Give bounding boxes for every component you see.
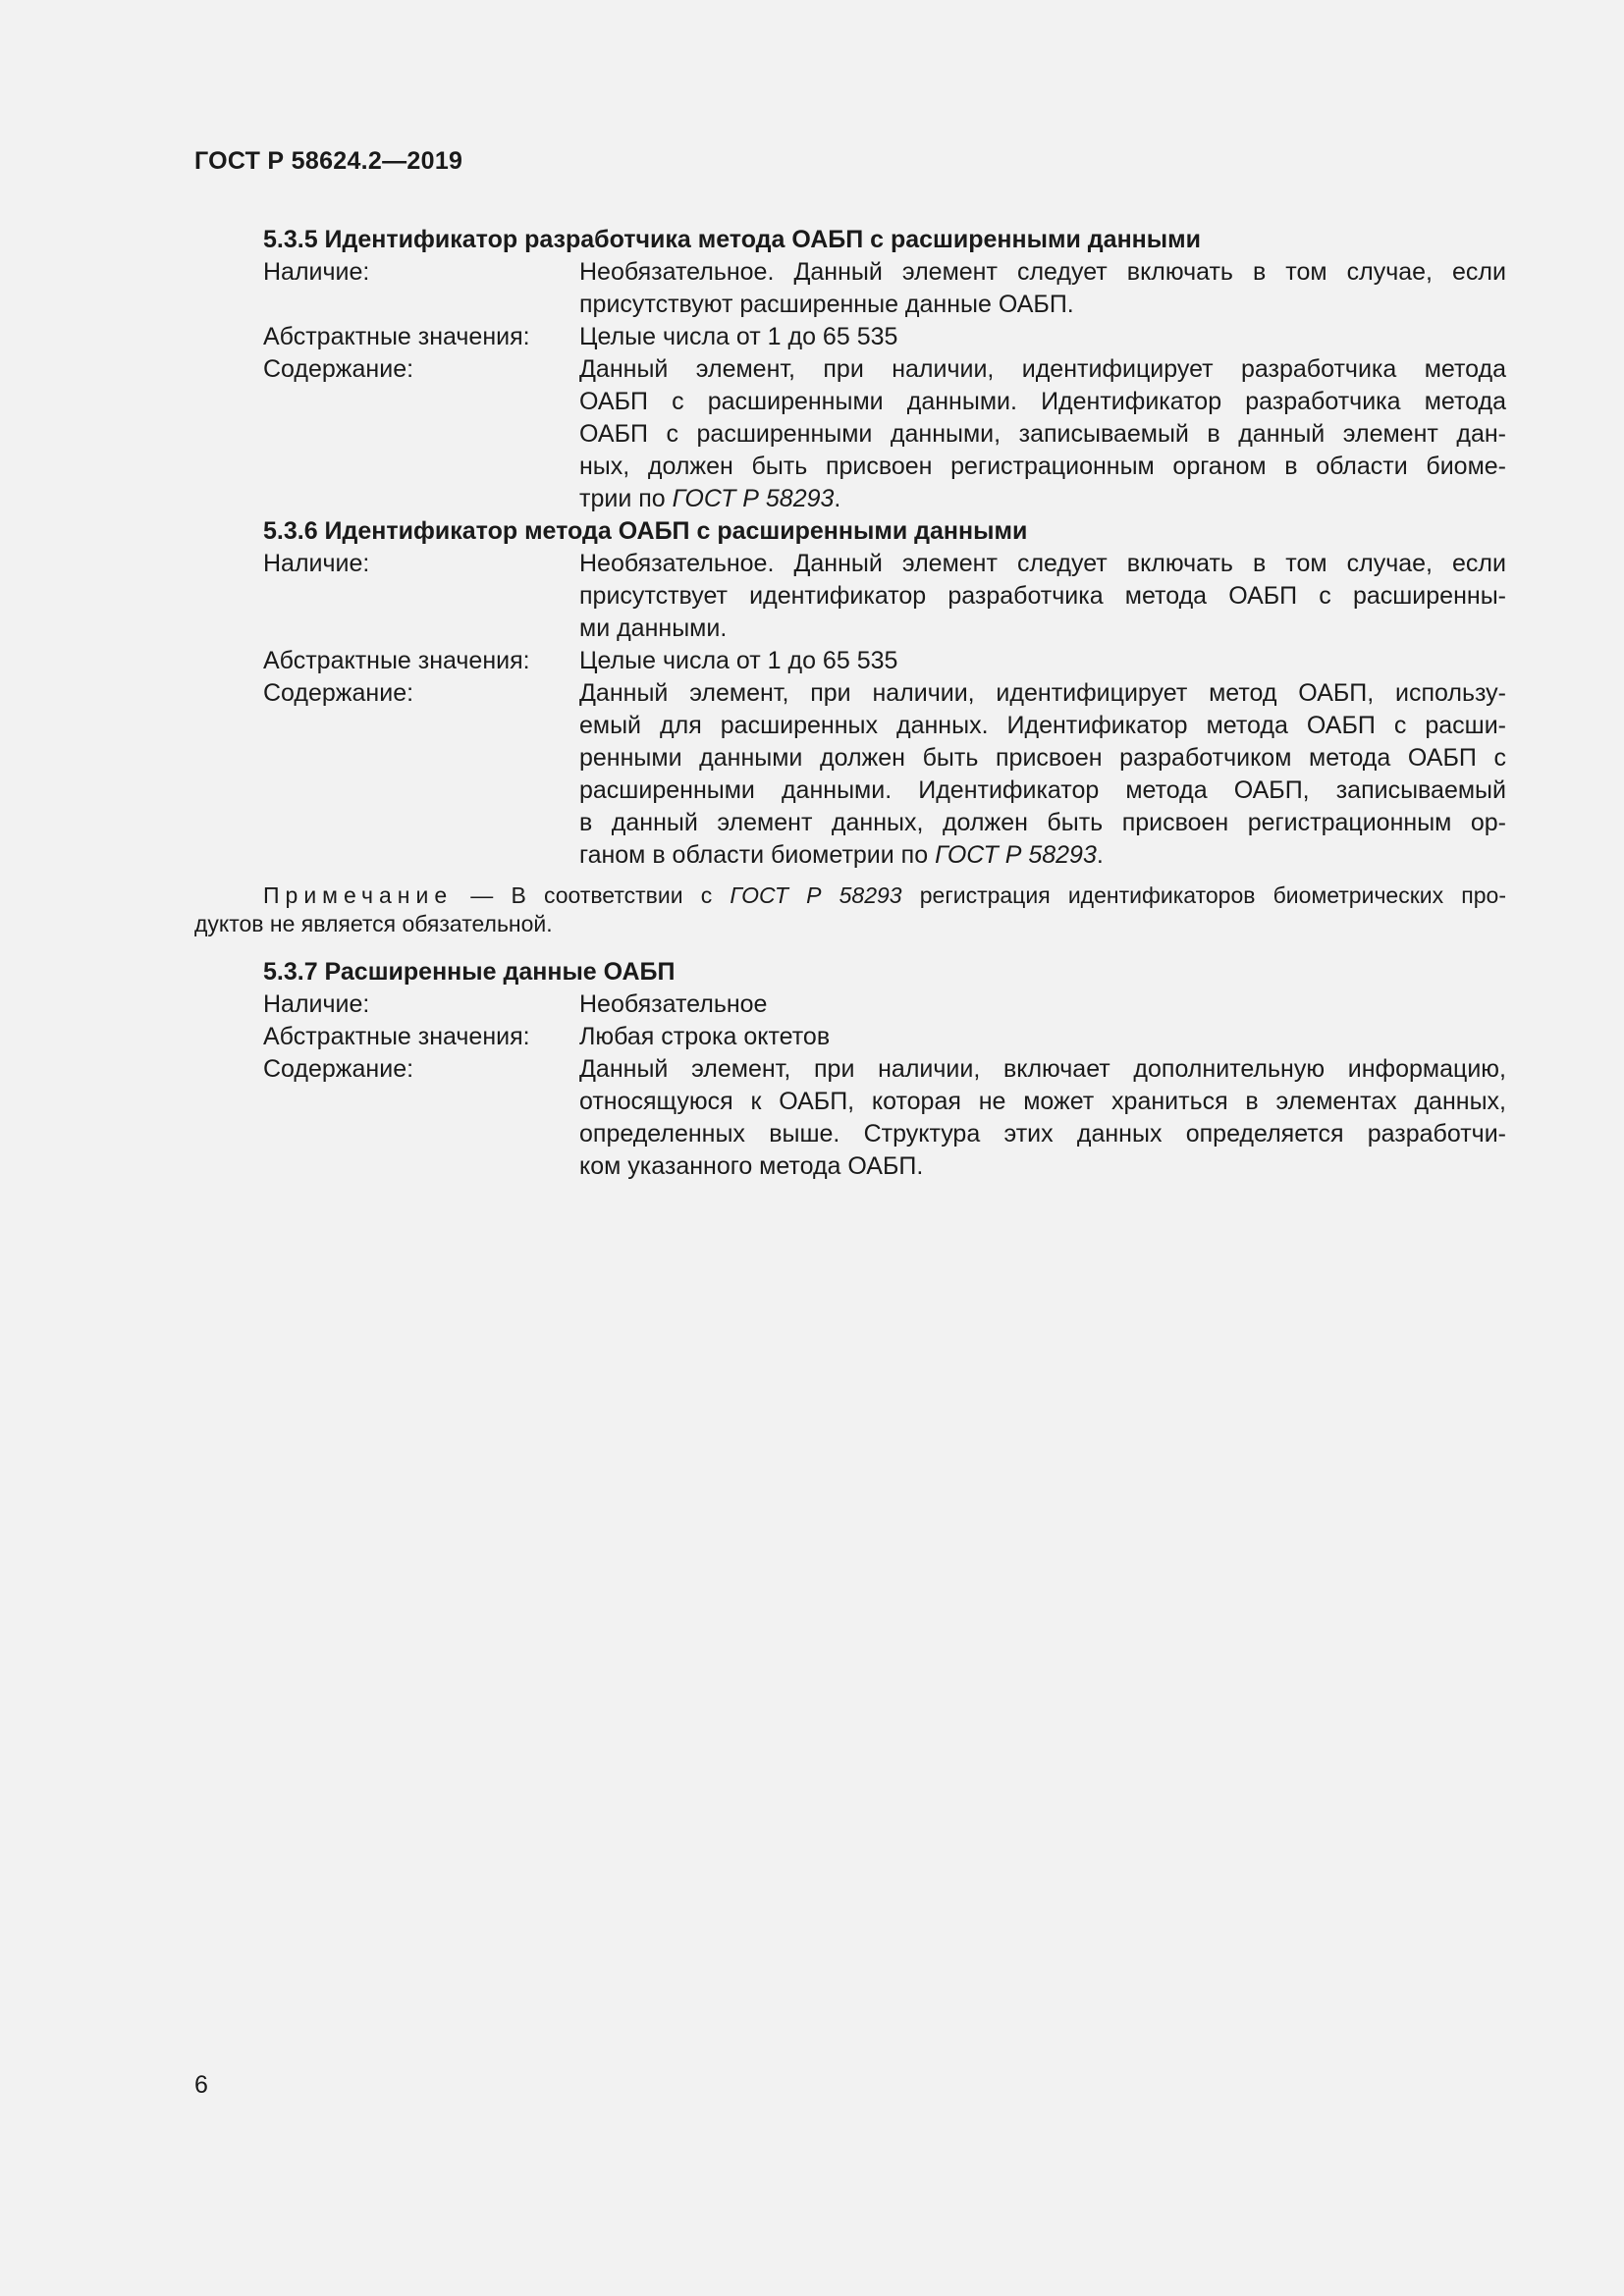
section-title: 5.3.5 Идентификатор разработчика метода ОАБП с расширенными данными	[263, 226, 1201, 253]
content-value	[579, 353, 1506, 515]
text-line: ных, должен быть присвоен регистрационным органом в области биоме-	[579, 453, 1506, 480]
content-label: Содержание:	[263, 1055, 414, 1083]
text-fragment: ком указанного метода ОАБП.	[579, 1152, 924, 1180]
text-line	[579, 839, 1506, 872]
section-5-3-5	[263, 224, 1506, 515]
note-line	[194, 881, 1506, 910]
document-body	[194, 224, 1506, 1183]
abstract-values-row	[263, 1021, 1506, 1053]
presence-label: Наличие:	[263, 258, 370, 286]
text-line: Данный элемент, при наличии, включает дополнительную информацию,	[579, 1055, 1506, 1083]
standard-reference: ГОСТ Р 58293	[935, 841, 1097, 869]
presence-value	[579, 988, 1506, 1021]
section-5-3-6	[263, 515, 1506, 872]
text-line: Данный элемент, при наличии, идентифицирует разработчика метода	[579, 355, 1506, 383]
text-line: Необязательное. Данный элемент следует включать в том случае, если	[579, 258, 1506, 286]
text-line: в данный элемент данных, должен быть присвоен регистрационным ор-	[579, 809, 1506, 836]
text-fragment: регистрация идентификаторов биометрических про-	[901, 882, 1506, 908]
abstract-values-label: Абстрактные значения:	[263, 323, 530, 350]
text-line: присутствуют расширенные данные ОАБП.	[579, 291, 1074, 318]
presence-row	[263, 548, 1506, 645]
text-fragment: ганом в области биометрии по	[579, 841, 936, 869]
abstract-values-value	[579, 645, 1506, 677]
text-line	[579, 1150, 1506, 1183]
content-row	[263, 353, 1506, 515]
text-fragment: — В соответствии с	[453, 882, 731, 908]
text-line: Необязательное	[579, 990, 768, 1018]
text-fragment: .	[834, 485, 841, 512]
content-row	[263, 1053, 1506, 1183]
document-header: ГОСТ Р 58624.2—2019	[194, 147, 463, 175]
abstract-values-row	[263, 645, 1506, 677]
note-line: дуктов не является обязательной.	[194, 911, 553, 936]
text-line: ренными данными должен быть присвоен разработчиком метода ОАБП с	[579, 744, 1506, 772]
presence-row	[263, 988, 1506, 1021]
abstract-values-label: Абстрактные значения:	[263, 1023, 530, 1050]
presence-label: Наличие:	[263, 990, 370, 1018]
text-line: Данный элемент, при наличии, идентифицирует метод ОАБП, использу-	[579, 679, 1506, 707]
text-line: ОАБП с расширенными данными. Идентификатор разработчика метода	[579, 388, 1506, 415]
text-line: расширенными данными. Идентификатор метода ОАБП, записываемый	[579, 776, 1506, 804]
presence-value	[579, 548, 1506, 645]
note-label: Примечание	[263, 882, 454, 908]
text-line: ОАБП с расширенными данными, записываемый в данный элемент дан-	[579, 420, 1506, 448]
text-line: присутствует идентификатор разработчика метода ОАБП с расширенны-	[579, 582, 1506, 610]
presence-value	[579, 256, 1506, 321]
standard-reference: ГОСТ Р 58293	[672, 485, 835, 512]
abstract-values-label: Абстрактные значения:	[263, 647, 530, 674]
text-line: ми данными.	[579, 614, 728, 642]
text-line: Целые числа от 1 до 65 535	[579, 647, 898, 674]
text-line: Любая строка октетов	[579, 1023, 831, 1050]
content-row	[263, 677, 1506, 872]
section-title: 5.3.6 Идентификатор метода ОАБП с расширенными данными	[263, 517, 1028, 545]
text-line: определенных выше. Структура этих данных определяется разработчи-	[579, 1120, 1506, 1148]
text-fragment: трии по	[579, 485, 673, 512]
presence-label: Наличие:	[263, 550, 370, 577]
content-label: Содержание:	[263, 679, 414, 707]
section-title: 5.3.7 Расширенные данные ОАБП	[263, 958, 676, 986]
presence-row	[263, 256, 1506, 321]
content-value	[579, 677, 1506, 872]
text-line	[579, 483, 1506, 515]
standard-reference: ГОСТ Р 58293	[730, 882, 902, 908]
text-line: относящуюся к ОАБП, которая не может храниться в элементах данных,	[579, 1088, 1506, 1115]
content-label: Содержание:	[263, 355, 414, 383]
abstract-values-row	[263, 321, 1506, 353]
note	[194, 881, 1506, 938]
abstract-values-value	[579, 321, 1506, 353]
text-line: емый для расширенных данных. Идентификатор метода ОАБП с расши-	[579, 712, 1506, 739]
abstract-values-value	[579, 1021, 1506, 1053]
text-fragment: .	[1096, 841, 1104, 869]
section-5-3-7	[263, 956, 1506, 1183]
text-line: Необязательное. Данный элемент следует включать в том случае, если	[579, 550, 1506, 577]
content-value	[579, 1053, 1506, 1183]
text-line: Целые числа от 1 до 65 535	[579, 323, 898, 350]
page-number: 6	[194, 2071, 208, 2099]
